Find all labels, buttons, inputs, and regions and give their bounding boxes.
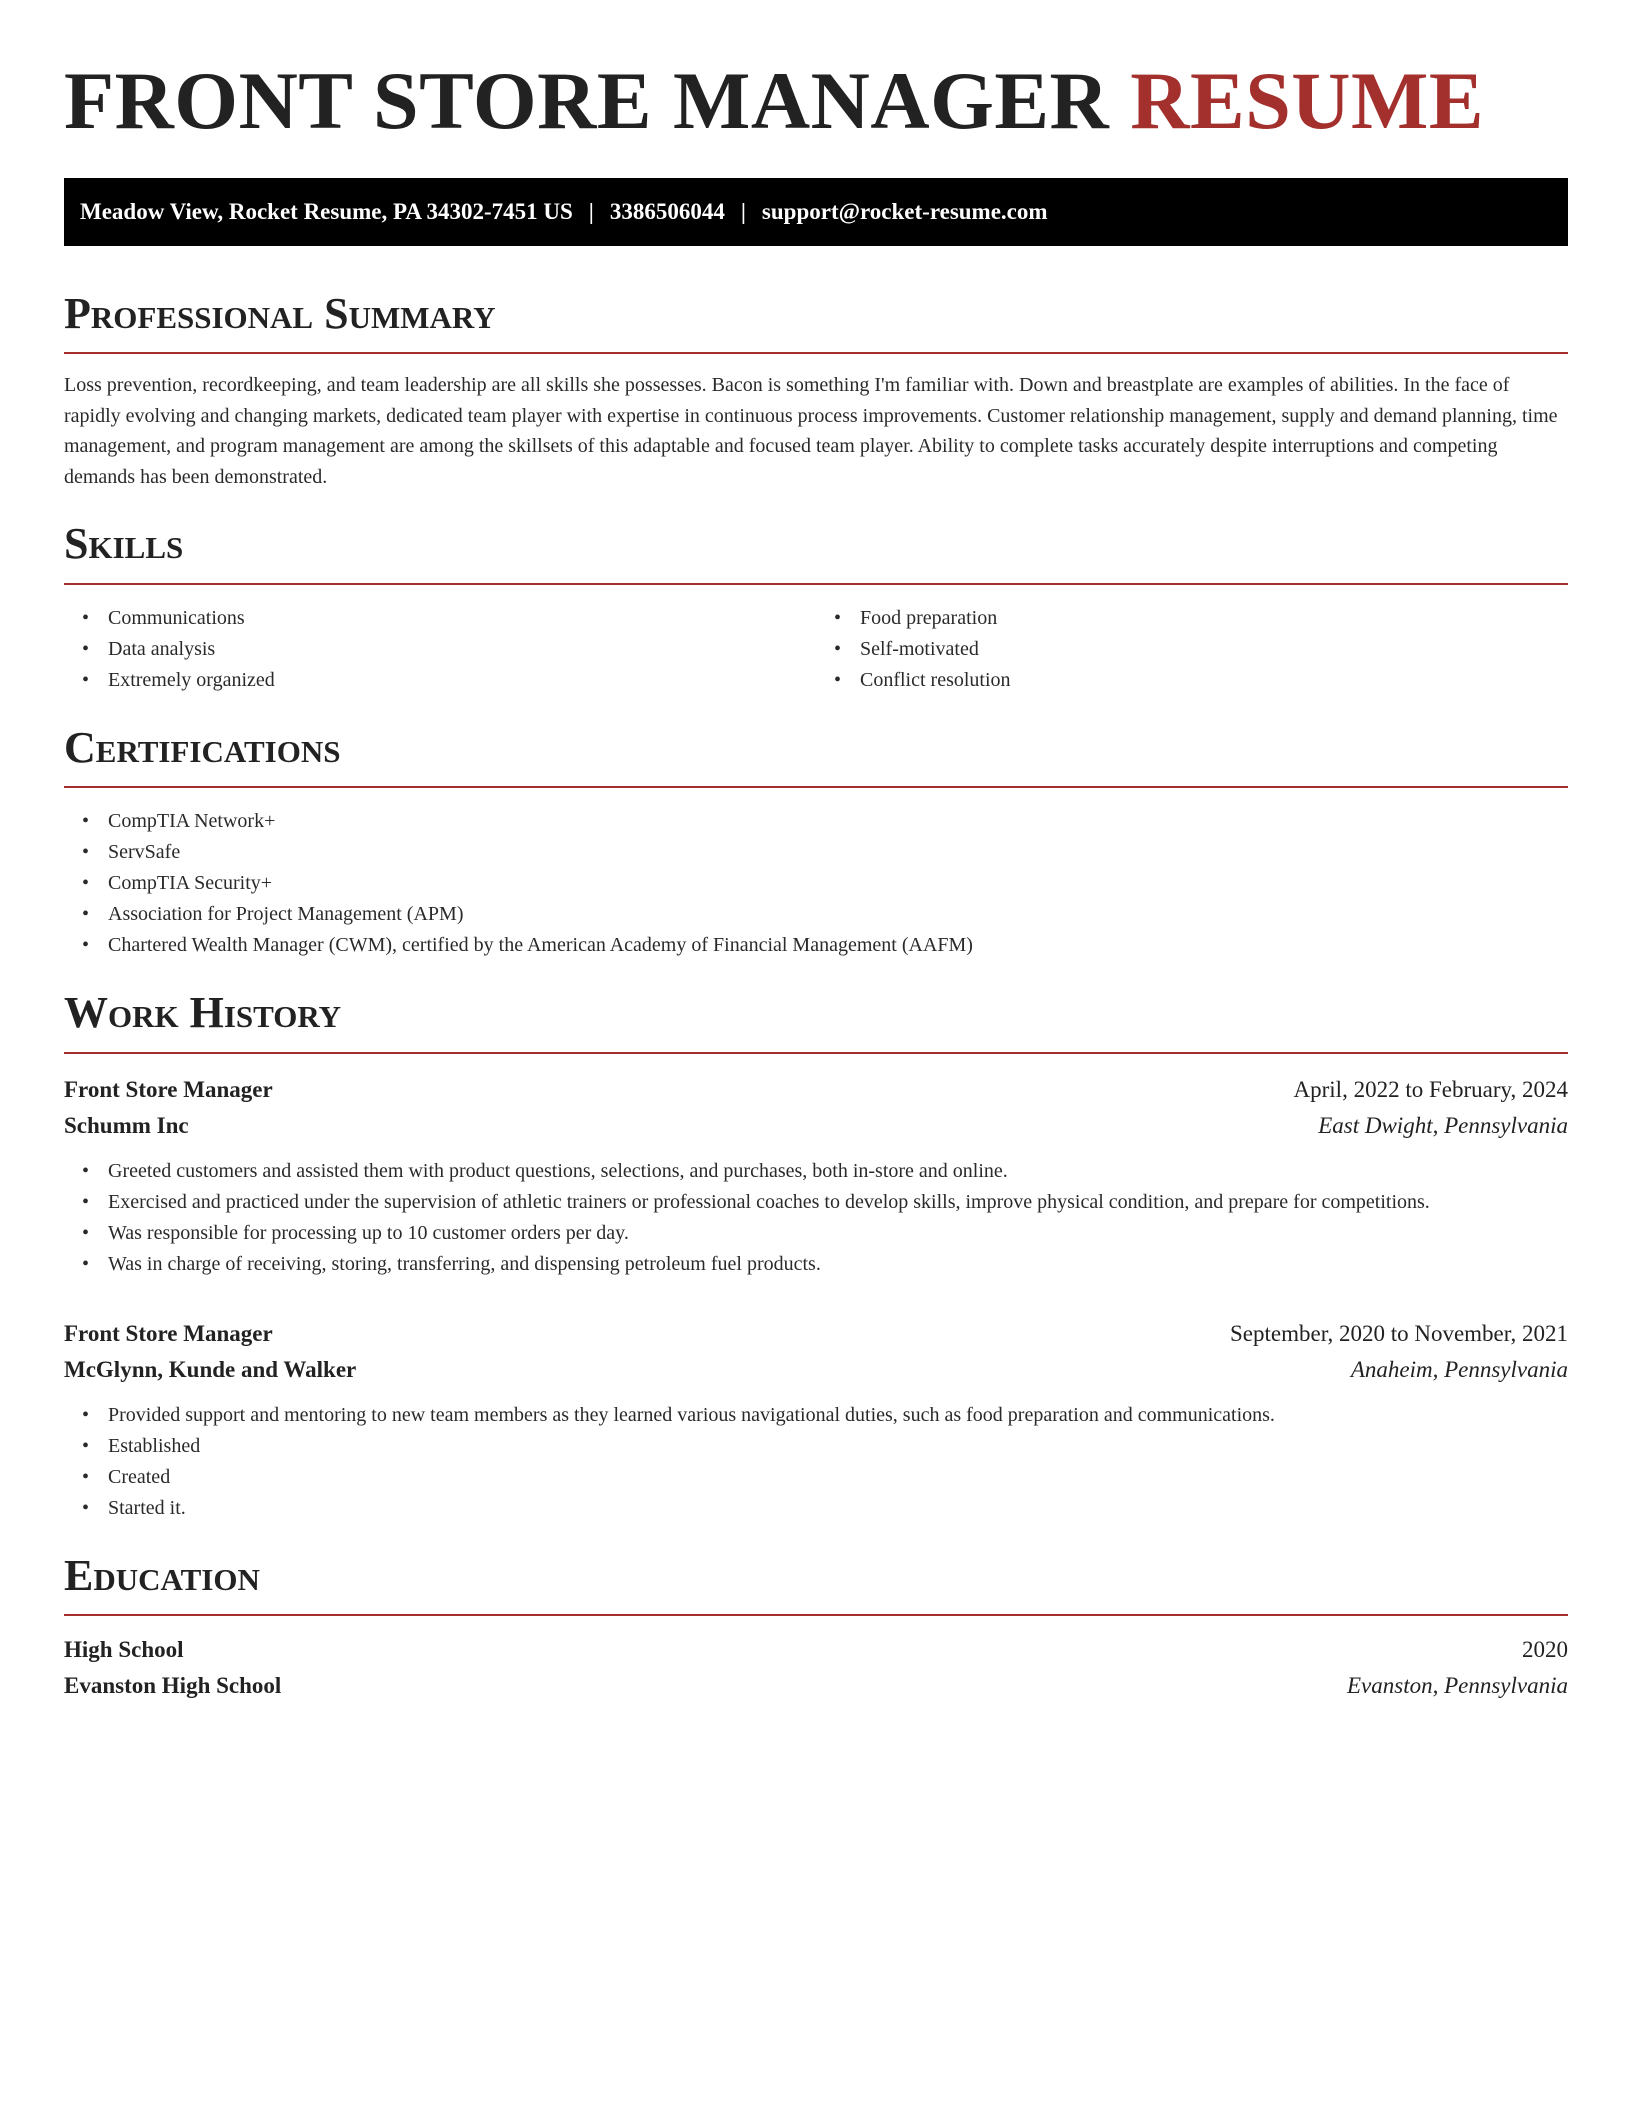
- education-section: [64, 1552, 1568, 1704]
- skills-list-right: [816, 603, 1568, 696]
- certifications-section: [64, 724, 1568, 961]
- skill-item: • Food preparation: [860, 603, 1568, 634]
- section-divider: [64, 583, 1568, 585]
- job-dates: April, 2022 to February, 2024: [1293, 1076, 1568, 1102]
- job-bullets: [64, 1400, 1568, 1524]
- job-bullets: [64, 1156, 1568, 1280]
- job-entry: [64, 1072, 1568, 1280]
- job-entry: [64, 1316, 1568, 1524]
- job-location: Anaheim, Pennsylvania: [1350, 1356, 1568, 1382]
- education-header-row: [64, 1632, 1568, 1668]
- job-bullet: • Established: [108, 1431, 1568, 1462]
- certification-item: • Association for Project Management (APM): [108, 899, 1568, 930]
- job-header-row: [64, 1316, 1568, 1352]
- skills-list-left: [64, 603, 816, 696]
- education-entry: [64, 1632, 1568, 1704]
- certification-item: • ServSafe: [108, 837, 1568, 868]
- job-company-row: [64, 1352, 1568, 1388]
- resume-title: [64, 55, 1568, 146]
- certifications-list: [64, 806, 1568, 961]
- skills-section: [64, 520, 1568, 695]
- job-role: Front Store Manager: [64, 1076, 273, 1102]
- education-school: Evanston High School: [64, 1672, 282, 1698]
- section-divider: [64, 1052, 1568, 1054]
- education-year: 2020: [1522, 1636, 1568, 1662]
- education-school-row: [64, 1668, 1568, 1704]
- certification-item: • CompTIA Network+: [108, 806, 1568, 837]
- certification-item: • Chartered Wealth Manager (CWM), certified by the American Academy of Financial Management (AAFM): [108, 930, 1568, 961]
- contact-address: Meadow View, Rocket Resume, PA 34302-7451 US: [80, 199, 573, 224]
- job-spacer: [64, 1280, 1568, 1316]
- education-degree: High School: [64, 1636, 184, 1662]
- job-bullet: • Provided support and mentoring to new team members as they learned various navigational duties, such as food preparation and communications.: [108, 1400, 1568, 1431]
- work-history-section: [64, 989, 1568, 1523]
- skill-item: • Self-motivated: [860, 634, 1568, 665]
- education-heading: Education: [64, 1550, 260, 1600]
- job-location: East Dwight, Pennsylvania: [1318, 1112, 1568, 1138]
- job-role: Front Store Manager: [64, 1320, 273, 1346]
- skill-item: • Conflict resolution: [860, 665, 1568, 696]
- job-company: Schumm Inc: [64, 1112, 189, 1138]
- job-bullet: • Started it.: [108, 1493, 1568, 1524]
- job-company: McGlynn, Kunde and Walker: [64, 1356, 357, 1382]
- job-bullet: • Greeted customers and assisted them with product questions, selections, and purchases, both in-store and online.: [108, 1156, 1568, 1187]
- summary-text: Loss prevention, recordkeeping, and team leadership are all skills she possesses. Bacon is something I'm familiar with. Down and breastplate are examples of abilities. In the face of rapidly evolving and changing markets, dedicated team player with expertise in continuous process improvements. Customer relationship management, supply and demand planning, time management, and program management are among the skillsets of this adaptable and focused team player. Ability to complete tasks accurately despite interruptions and competing demands has been demonstrated.: [64, 374, 1558, 488]
- contact-bar: [64, 178, 1568, 246]
- job-bullet: • Exercised and practiced under the supervision of athletic trainers or professional coaches to develop skills, improve physical condition, and prepare for competitions.: [108, 1187, 1568, 1218]
- job-company-row: [64, 1108, 1568, 1144]
- contact-email: support@rocket-resume.com: [761, 199, 1048, 224]
- summary-section: [64, 290, 1568, 492]
- job-dates: September, 2020 to November, 2021: [1230, 1320, 1568, 1346]
- education-location: Evanston, Pennsylvania: [1346, 1672, 1568, 1698]
- work-history-heading: Work History: [64, 988, 342, 1038]
- section-divider: [64, 786, 1568, 788]
- section-divider: [64, 352, 1568, 354]
- certifications-heading: Certifications: [64, 722, 341, 772]
- title-accent: RESUME: [1130, 55, 1485, 146]
- section-divider: [64, 1614, 1568, 1616]
- contact-phone: 3386506044: [609, 199, 725, 224]
- skills-grid: [64, 603, 1568, 696]
- certification-item: • CompTIA Security+: [108, 868, 1568, 899]
- job-header-row: [64, 1072, 1568, 1108]
- job-bullet: • Was in charge of receiving, storing, transferring, and dispensing petroleum fuel products.: [108, 1249, 1568, 1280]
- title-main: FRONT STORE MANAGER: [64, 55, 1110, 146]
- skills-heading: Skills: [64, 519, 184, 569]
- contact-separator: |: [740, 199, 746, 224]
- skill-item: • Communications: [108, 603, 816, 634]
- summary-heading: Professional Summary: [64, 289, 496, 338]
- job-bullet: • Was responsible for processing up to 10 customer orders per day.: [108, 1218, 1568, 1249]
- skill-item: • Data analysis: [108, 634, 816, 665]
- job-bullet: • Created: [108, 1462, 1568, 1493]
- contact-separator: |: [588, 199, 594, 224]
- skill-item: • Extremely organized: [108, 665, 816, 696]
